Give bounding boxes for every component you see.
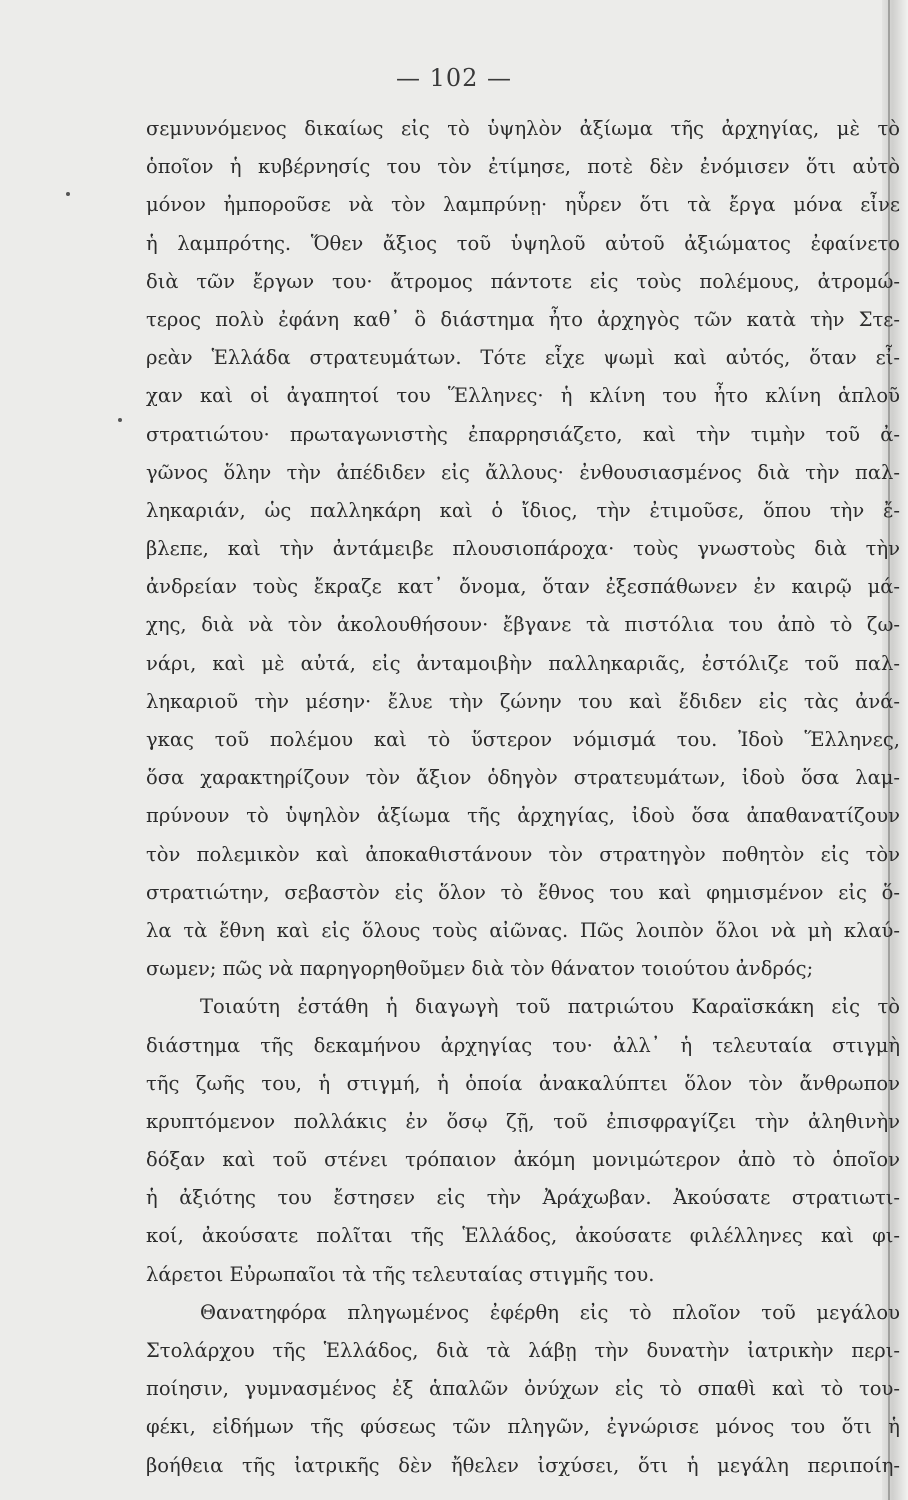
text-line: ποίησιν, γυμνασμένος ἐξ ἁπαλῶν ὀνύχων εἰς τὸ σπαθὶ καὶ τὸ του-: [146, 1377, 900, 1401]
page-number: — 102 —: [395, 64, 513, 92]
paragraph-start-line: Τοιαύτη ἐστάθη ἡ διαγωγὴ τοῦ πατριώτου Καραϊσκάκη εἰς τὸ: [200, 995, 900, 1019]
text-line: γκας τοῦ πολέμου καὶ τὸ ὕστερον νόμισμά του. Ἰδοὺ Ἕλληνες,: [146, 728, 900, 751]
print-speck: [66, 192, 70, 196]
text-line: ἡ ἀξιότης του ἔστησεν εἰς τὴν Ἀράχωβαν. Ἀκούσατε στρατιωτι-: [146, 1186, 900, 1210]
text-line: κρυπτόμενον πολλάκις ἐν ὅσῳ ζῇ, τοῦ ἐπισφραγίζει τὴν ἀληθινὴν: [146, 1109, 900, 1133]
text-line: τερος πολὺ ἐφάνη καθ᾽ ὃ διάστημα ἦτο ἀρχηγὸς τῶν κατὰ τὴν Στε-: [146, 307, 900, 331]
text-line: χης, διὰ νὰ τὸν ἀκολουθήσουν· ἔβγανε τὰ πιστόλια του ἀπὸ τὸ ζω-: [146, 613, 900, 637]
text-line: ληκαριάν, ὡς παλληκάρη καὶ ὁ ἴδιος, τὴν ἐτιμοῦσε, ὅπου τὴν ἔ-: [146, 498, 900, 522]
text-line: κοί, ἀκούσατε πολῖται τῆς Ἑλλάδος, ἀκούσατε φιλέλληνες καὶ φι-: [146, 1224, 900, 1248]
text-line: λα τὰ ἔθνη καὶ εἰς ὅλους τοὺς αἰῶνας. Πῶς λοιπὸν ὅλοι νὰ μὴ κλαύ-: [146, 918, 900, 942]
text-line: σωμεν; πῶς νὰ παρηγορηθοῦμεν διὰ τὸν θάνατον τοιούτου ἀνδρός;: [146, 957, 814, 981]
text-line: ληκαριοῦ τὴν μέσην· ἔλυε τὴν ζώνην του καὶ ἔδιδεν εἰς τὰς ἀνά-: [146, 689, 900, 713]
text-line: λάρετοι Εὐρωπαῖοι τὰ τῆς τελευταίας στιγμῆς του.: [146, 1262, 655, 1286]
text-line: τῆς ζωῆς του, ἡ στιγμή, ἡ ὁποία ἀνακαλύπτει ὅλον τὸν ἄνθρωπον: [146, 1071, 900, 1095]
text-line: πρύνουν τὸ ὑψηλὸν ἀξίωμα τῆς ἀρχηγίας, ἰδοὺ ὅσα ἀπαθανατίζουν: [146, 804, 900, 828]
body-text: [146, 110, 900, 1485]
text-line: βλεπε, καὶ τὴν ἀντάμειβε πλουσιοπάροχα· τοὺς γνωστοὺς διὰ τὴν: [146, 537, 900, 561]
text-line: φέκι, εἰδήμων τῆς φύσεως τῶν πληγῶν, ἐγνώρισε μόνος του ὅτι ἡ: [146, 1415, 900, 1439]
text-line: ρεὰν Ἑλλάδα στρατευμάτων. Τότε εἶχε ψωμὶ καὶ αὐτός, ὅταν εἶ-: [146, 346, 900, 370]
text-line: ἡ λαμπρότης. Ὅθεν ἄξιος τοῦ ὑψηλοῦ αὐτοῦ ἀξιώματος ἐφαίνετο: [146, 231, 900, 255]
text-line: τὸν πολεμικὸν καὶ ἀποκαθιστάνουν τὸν στρατηγὸν ποθητὸν εἰς τὸν: [146, 842, 900, 866]
paragraph-start-line: Θανατηφόρα πληγωμένος ἐφέρθη εἰς τὸ πλοῖον τοῦ μεγάλου: [200, 1300, 900, 1324]
text-line: νάρι, καὶ μὲ αὐτά, εἰς ἀνταμοιβὴν παλληκαριᾶς, ἐστόλιζε τοῦ παλ-: [146, 651, 900, 675]
text-line: ἀνδρείαν τοὺς ἔκραζε κατ᾽ ὄνομα, ὅταν ἐξεσπάθωνεν ἐν καιρῷ μά-: [146, 575, 900, 599]
text-line: δόξαν καὶ τοῦ στένει τρόπαιον ἀκόμη μονιμώτερον ἀπὸ τὸ ὁποῖον: [146, 1148, 900, 1172]
text-line: γῶνος ὅλην τὴν ἀπέδιδεν εἰς ἄλλους· ἐνθουσιασμένος διὰ τὴν παλ-: [146, 460, 900, 484]
text-line: στρατιώτην, σεβαστὸν εἰς ὅλον τὸ ἔθνος του καὶ φημισμένον εἰς ὅ-: [146, 880, 900, 904]
text-line: ὅσα χαρακτηρίζουν τὸν ἄξιον ὁδηγὸν στρατευμάτων, ἰδοὺ ὅσα λαμ-: [146, 766, 900, 790]
text-line: βοήθεια τῆς ἰατρικῆς δὲν ἤθελεν ἰσχύσει, ὅτι ἡ μεγάλη περιποίη-: [146, 1453, 900, 1477]
text-line: διάστημα τῆς δεκαμήνου ἀρχηγίας του· ἀλλ᾽ ἡ τελευταία στιγμὴ: [146, 1033, 900, 1057]
text-line: μόνον ἠμποροῦσε νὰ τὸν λαμπρύνῃ· ηὗρεν ὅτι τὰ ἔργα μόνα εἶνε: [146, 193, 900, 217]
text-line: ὁποῖον ἡ κυβέρνησίς του τὸν ἐτίμησε, ποτὲ δὲν ἐνόμισεν ὅτι αὐτὸ: [146, 155, 900, 179]
text-line: Στολάρχου τῆς Ἑλλάδος, διὰ τὰ λάβῃ τὴν δυνατὴν ἰατρικὴν περι-: [146, 1339, 900, 1362]
text-line: χαν καὶ οἱ ἀγαπητοί του Ἕλληνες· ἡ κλίνη του ἦτο κλίνη ἁπλοῦ: [146, 384, 900, 408]
text-line: διὰ τῶν ἔργων του· ἄτρομος πάντοτε εἰς τοὺς πολέμους, ἀτρομώ-: [146, 269, 900, 293]
text-line: σεμνυνόμενος δικαίως εἰς τὸ ὑψηλὸν ἀξίωμα τῆς ἀρχηγίας, μὲ τὸ: [146, 117, 900, 140]
text-line: στρατιώτου· πρωταγωνιστὴς ἐπαρρησιάζετο, καὶ τὴν τιμὴν τοῦ ἀ-: [146, 422, 900, 446]
print-speck: [118, 418, 122, 422]
